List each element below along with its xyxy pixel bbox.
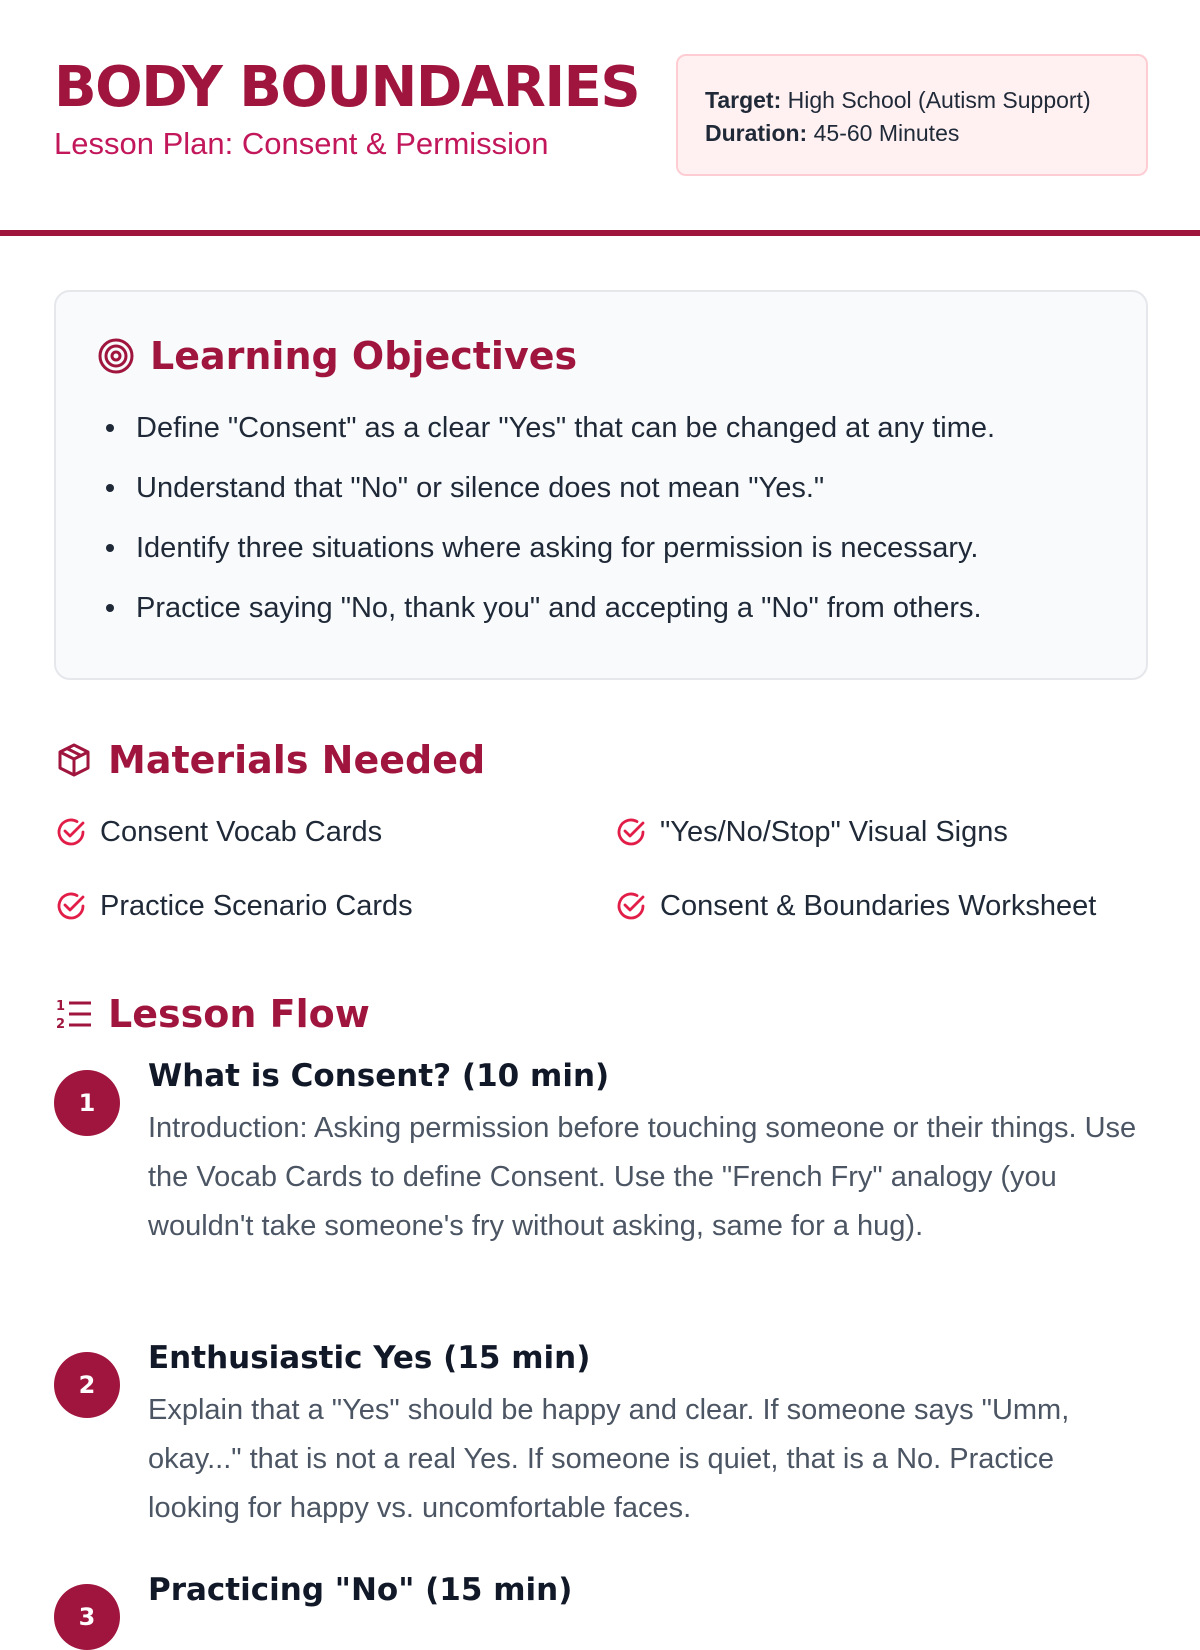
duration-line bbox=[705, 117, 1146, 150]
bullet-icon bbox=[106, 544, 114, 552]
objectives-card bbox=[54, 290, 1148, 680]
step-title: Enthusiastic Yes (15 min) bbox=[148, 1340, 591, 1376]
list-item bbox=[106, 528, 995, 588]
list-item bbox=[614, 886, 1096, 926]
list-item bbox=[54, 886, 413, 926]
duration-label: Duration: bbox=[705, 120, 808, 146]
svg-text:1: 1 bbox=[56, 999, 66, 1014]
step-description: Explain that a "Yes" should be happy and clear. If someone says "Umm, okay..." that is not a real Yes. If someone is quiet, that is a No. Practice looking for happy vs. uncomfortable faces. bbox=[148, 1394, 1070, 1524]
objectives-list bbox=[106, 408, 995, 648]
step-number-badge: 3 bbox=[54, 1584, 120, 1650]
list-item bbox=[106, 468, 995, 528]
bullet-icon bbox=[106, 424, 114, 432]
numbered-list-icon bbox=[54, 994, 94, 1034]
target-value: High School (Autism Support) bbox=[781, 87, 1091, 113]
objective-text: Identify three situations where asking for permission is necessary. bbox=[136, 532, 979, 564]
step-number-badge: 2 bbox=[54, 1352, 120, 1418]
check-circle-icon bbox=[614, 815, 648, 849]
target-icon bbox=[96, 336, 136, 376]
box-icon bbox=[54, 740, 94, 780]
objective-text: Understand that "No" or silence does not mean "Yes." bbox=[136, 472, 825, 504]
lesson-step bbox=[54, 1568, 1154, 1631]
list-item bbox=[106, 588, 995, 648]
bullet-icon bbox=[106, 604, 114, 612]
bullet-icon bbox=[106, 484, 114, 492]
lesson-flow-heading-text: Lesson Flow bbox=[108, 992, 370, 1036]
step-number-badge: 1 bbox=[54, 1070, 120, 1136]
lesson-step bbox=[54, 1054, 1154, 1314]
materials-heading-text: Materials Needed bbox=[108, 738, 486, 782]
check-circle-icon bbox=[54, 889, 88, 923]
materials-heading bbox=[54, 736, 485, 784]
lesson-step bbox=[54, 1336, 1154, 1536]
lesson-flow-heading bbox=[54, 990, 370, 1038]
list-item bbox=[614, 812, 1008, 852]
svg-text:2: 2 bbox=[56, 1017, 66, 1032]
page-header bbox=[0, 0, 1200, 236]
list-item bbox=[106, 408, 995, 468]
step-title: What is Consent? (10 min) bbox=[148, 1058, 610, 1094]
materials-list bbox=[54, 812, 1154, 962]
step-description: Introduction: Asking permission before touching someone or their things. Use the Vocab Cards to define Consent. Use the "French Fry" analogy (you wouldn't take someone's fry without asking, same for a hug). bbox=[148, 1112, 1137, 1242]
check-circle-icon bbox=[54, 815, 88, 849]
page-subtitle: Lesson Plan: Consent & Permission bbox=[54, 126, 549, 161]
material-text: "Yes/No/Stop" Visual Signs bbox=[660, 815, 1008, 848]
step-title: Practicing "No" (15 min) bbox=[148, 1572, 573, 1608]
target-line bbox=[705, 84, 1146, 117]
material-text: Consent & Boundaries Worksheet bbox=[660, 889, 1097, 922]
duration-value: 45-60 Minutes bbox=[807, 120, 960, 146]
objectives-heading bbox=[96, 332, 577, 380]
material-text: Consent Vocab Cards bbox=[100, 815, 383, 848]
lesson-info-box bbox=[676, 54, 1148, 176]
list-item bbox=[54, 812, 382, 852]
page-title: BODY BOUNDARIES bbox=[54, 55, 640, 120]
target-label: Target: bbox=[705, 87, 782, 113]
objective-text: Practice saying "No, thank you" and accepting a "No" from others. bbox=[136, 592, 982, 624]
objective-text: Define "Consent" as a clear "Yes" that can be changed at any time. bbox=[136, 412, 996, 444]
material-text: Practice Scenario Cards bbox=[100, 889, 413, 922]
objectives-heading-text: Learning Objectives bbox=[150, 334, 578, 378]
check-circle-icon bbox=[614, 889, 648, 923]
